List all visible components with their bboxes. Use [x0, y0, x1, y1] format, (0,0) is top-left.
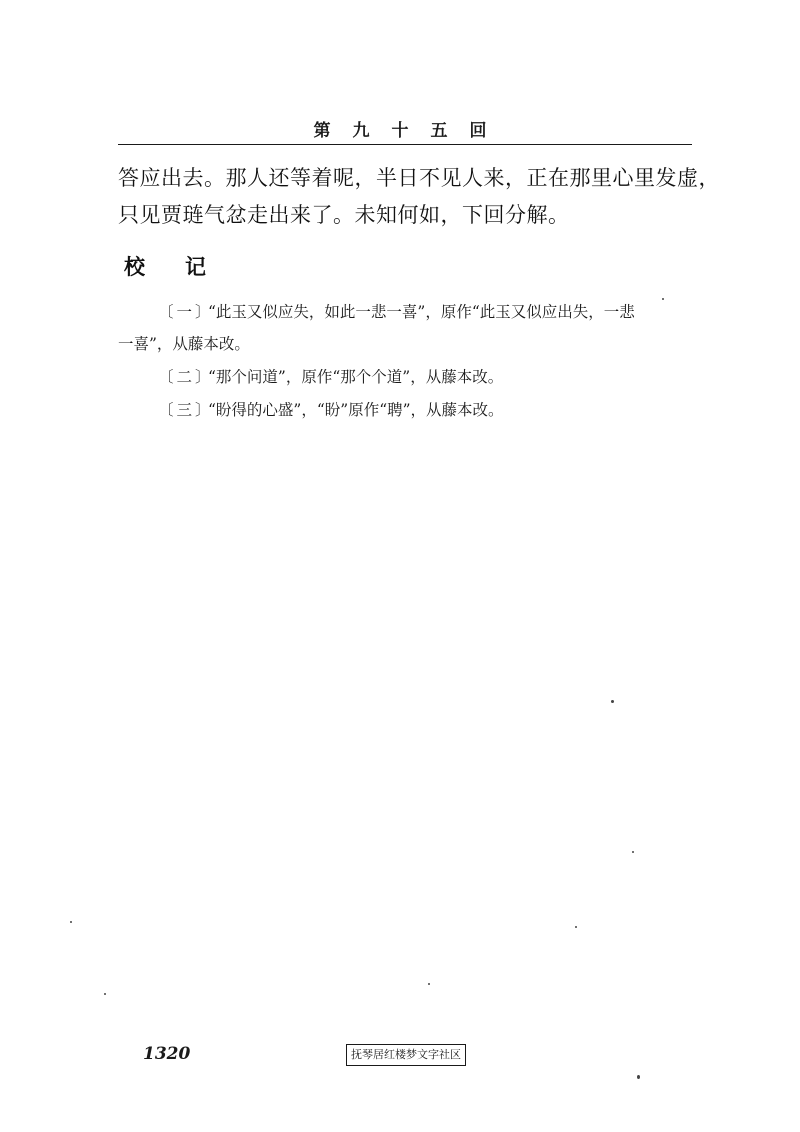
scan-speck — [632, 851, 634, 853]
scan-speck — [575, 926, 577, 928]
header-rule — [118, 144, 692, 145]
collation-note-3 — [118, 394, 698, 426]
note-1-number: 〔一〕 — [158, 303, 214, 321]
note-3-text-1: “盼得的心盛”，“盼”原作“聘”，从藤本改。 — [208, 401, 504, 419]
body-line-1: 答应出去。那人还等着呢，半日不见人来，正在那里心里发虚， — [118, 166, 720, 190]
collation-heading: 校记 — [124, 254, 246, 279]
scan-speck — [70, 921, 72, 923]
note-2-text-1: “那个问道”，原作“那个个道”，从藤本改。 — [208, 368, 504, 386]
note-2-line-1 — [118, 361, 698, 393]
scan-speck — [104, 993, 106, 995]
scan-speck — [637, 1075, 640, 1079]
note-1-text-1: “此玉又似应失，如此一悲一喜”，原作“此玉又似应出失，一悲 — [208, 303, 635, 321]
scan-speck — [611, 700, 614, 703]
chapter-header: 第九十五回 — [313, 121, 509, 141]
body-line-2: 只见贾琏气忿走出来了。未知何如，下回分解。 — [118, 203, 570, 227]
note-3-line-1 — [118, 394, 698, 426]
collation-note-2 — [118, 361, 698, 393]
note-1-text-2: 一喜”，从藤本改。 — [118, 335, 250, 353]
body-paragraph — [118, 160, 720, 234]
note-3-number: 〔三〕 — [158, 401, 214, 419]
scan-speck — [428, 983, 430, 985]
collation-note-1 — [118, 296, 698, 360]
page-number: 1320 — [143, 1044, 191, 1064]
watermark-stamp: 抚琴居红楼梦文字社区 — [346, 1044, 466, 1066]
note-1-line-1 — [118, 296, 698, 328]
note-2-number: 〔二〕 — [158, 368, 214, 386]
scan-speck — [662, 298, 664, 300]
